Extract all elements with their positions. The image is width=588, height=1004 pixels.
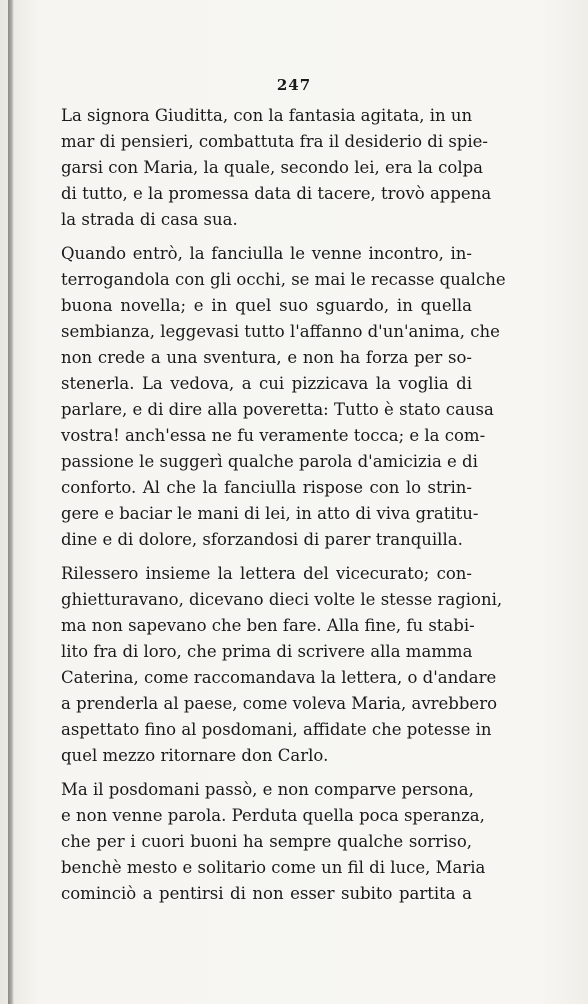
text-line: quel mezzo ritornare don Carlo.	[61, 746, 329, 765]
page-number: 247	[276, 76, 312, 94]
text-line: parlare, e di dire alla poveretta: Tutto è stato causa	[61, 400, 494, 419]
text-line: lito fra di loro, che prima di scrivere alla mamma	[61, 642, 473, 661]
text-line: Quando entrò, la fanciulla le venne incontro, in-	[61, 244, 472, 263]
paragraph	[61, 103, 492, 233]
text-line: che per i cuori buoni ha sempre qualche sorriso,	[61, 832, 472, 851]
text-line: aspettato fino al posdomani, affidate che potesse in	[61, 720, 492, 739]
text-line: passione le suggerì qualche parola d'amicizia e di	[61, 452, 478, 471]
text-line: La signora Giuditta, con la fantasia agitata, in un	[61, 106, 473, 125]
text-line: gere e baciar le mani di lei, in atto di viva gratitu-	[61, 504, 479, 523]
text-line: conforto. Al che la fanciulla rispose con lo strin-	[61, 478, 472, 497]
text-line: e non venne parola. Perduta quella poca speranza,	[61, 806, 485, 825]
text-line: Ma il posdomani passò, e non comparve persona,	[61, 780, 474, 799]
text-line: cominciò a pentirsi di non esser subito partita a	[61, 884, 472, 903]
text-line: Rilessero insieme la lettera del vicecurato; con-	[61, 564, 472, 583]
text-line: sembianza, leggevasi tutto l'affanno d'un'anima, che	[61, 322, 500, 341]
text-line: ghietturavano, dicevano dieci volte le stesse ragioni,	[61, 590, 503, 609]
text-line: mar di pensieri, combattuta fra il desiderio di spie-	[61, 132, 488, 151]
text-line: di tutto, e la promessa data di tacere, trovò appena	[61, 184, 492, 203]
text-line: Caterina, come raccomandava la lettera, o d'andare	[61, 668, 497, 687]
paragraph	[61, 241, 506, 553]
text-line: stenerla. La vedova, a cui pizzicava la voglia di	[61, 374, 472, 393]
paragraph	[61, 777, 486, 907]
book-spine-shadow	[8, 0, 14, 1004]
text-line: dine e di dolore, sforzandosi di parer tranquilla.	[61, 530, 463, 549]
text-line: non crede a una sventura, e non ha forza per so-	[61, 348, 472, 367]
text-line: ma non sapevano che ben fare. Alla fine, fu stabi-	[61, 616, 475, 635]
text-line: buona novella; e in quel suo sguardo, in quella	[61, 296, 472, 315]
text-line: vostra! anch'essa ne fu veramente tocca; e la com-	[61, 426, 486, 445]
text-line: a prenderla al paese, come voleva Maria, avrebbero	[61, 694, 498, 713]
body-text	[61, 103, 506, 907]
text-line: la strada di casa sua.	[61, 210, 238, 229]
text-line: terrogandola con gli occhi, se mai le recasse qualche	[61, 270, 506, 289]
paragraph	[61, 561, 503, 769]
text-line: benchè mesto e solitario come un fil di luce, Maria	[61, 858, 486, 877]
text-line: garsi con Maria, la quale, secondo lei, era la colpa	[61, 158, 483, 177]
